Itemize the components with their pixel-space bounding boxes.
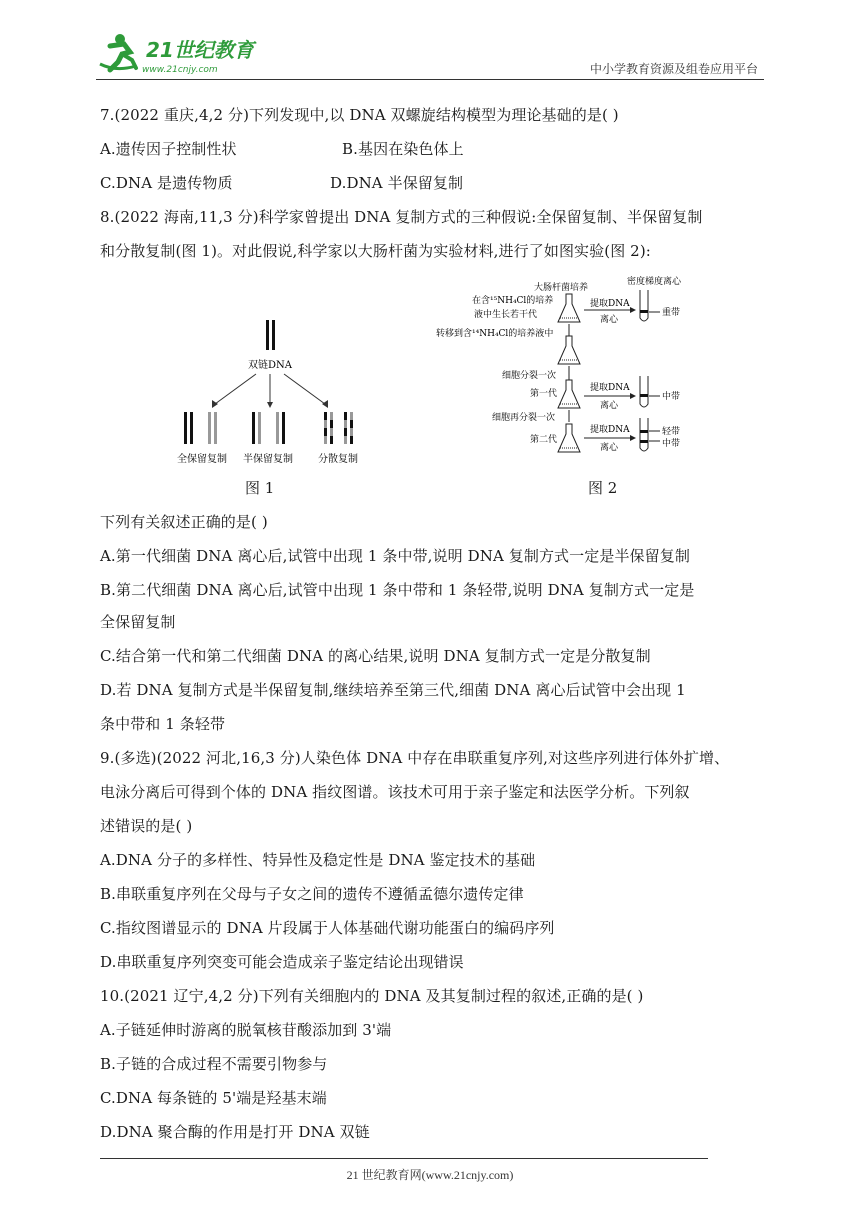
page-footer: 21 世纪教育网(www.21cnjy.com): [346, 1168, 514, 1182]
logo-21cnjy: [96, 30, 266, 76]
figure-1-replication-models: [170, 320, 370, 480]
fig2-extract-2: 提取DNA: [590, 383, 630, 393]
q8-ask: 下列有关叙述正确的是( ): [100, 513, 268, 531]
figure-2-experiment: [436, 272, 712, 472]
fig1-top-label: 双链DNA: [248, 360, 292, 371]
fig2-l3: 在含¹⁵NH₄Cl的培养: [472, 296, 554, 306]
q8-option-d-line2: 条中带和 1 条轻带: [100, 715, 226, 733]
q9-option-d: D.串联重复序列突变可能会造成亲子鉴定结论出现错误: [100, 953, 464, 971]
q8-option-a: A.第一代细菌 DNA 离心后,试管中出现 1 条中带,说明 DNA 复制方式一定是半保留复制: [100, 547, 690, 565]
fig2-centrifuge-2: 离心: [600, 401, 619, 411]
fig2-band-heavy: 重带: [662, 308, 681, 318]
fig2-l1: 大肠杆菌培养: [534, 283, 589, 293]
figure-1-caption: 图 1: [245, 479, 275, 497]
fig2-l7: 第一代: [530, 389, 558, 399]
q8-option-b-line1: B.第二代细菌 DNA 离心后,试管中出现 1 条中带和 1 条轻带,说明 DNA 复制方式一定是: [100, 581, 695, 599]
q9-stem-line2: 电泳分离后可得到个体的 DNA 指纹图谱。该技术可用于亲子鉴定和法医学分析。下列叙: [100, 783, 690, 801]
fig2-l2: 密度梯度离心: [627, 277, 682, 287]
logo-url: www.21cnjy.com: [142, 65, 218, 75]
q10-stem: 10.(2021 辽宁,4,2 分)下列有关细胞内的 DNA 及其复制过程的叙述,正确的是( ): [100, 987, 644, 1005]
fig1-label-dispersive: 分散复制: [318, 454, 358, 465]
q9-stem-line3: 述错误的是( ): [100, 817, 193, 835]
q7-option-d: D.DNA 半保留复制: [330, 174, 464, 192]
fig2-extract-3: 提取DNA: [590, 425, 630, 435]
page-header: [96, 30, 764, 80]
figure-2-caption: 图 2: [588, 479, 618, 497]
fig2-band-mid-2: 中带: [662, 439, 681, 449]
q8-stem-line2: 和分散复制(图 1)。对此假说,科学家以大肠杆菌为实验材料,进行了如图实验(图 2):: [100, 242, 651, 260]
q8-stem-line1: 8.(2022 海南,11,3 分)科学家曾提出 DNA 复制方式的三种假说:全保留复制、半保留复制: [100, 208, 703, 226]
q10-option-c: C.DNA 每条链的 5'端是羟基末端: [100, 1089, 327, 1107]
fig2-centrifuge-3: 离心: [600, 443, 619, 453]
footer-divider: [100, 1158, 708, 1159]
fig2-l8: 细胞再分裂一次: [492, 413, 556, 423]
q10-option-d: D.DNA 聚合酶的作用是打开 DNA 双链: [100, 1123, 370, 1141]
fig2-extract-1: 提取DNA: [590, 299, 630, 309]
fig2-l5: 转移到含¹⁴NH₄Cl的培养液中: [436, 329, 554, 339]
fig1-label-conservative: 全保留复制: [177, 454, 227, 465]
fig2-band-light: 轻带: [662, 427, 681, 437]
q9-option-a: A.DNA 分子的多样性、特异性及稳定性是 DNA 鉴定技术的基础: [100, 851, 536, 869]
runner-icon: [100, 34, 136, 70]
fig2-centrifuge-1: 离心: [600, 315, 619, 325]
fig2-band-mid-1: 中带: [662, 392, 681, 402]
q8-option-c: C.结合第一代和第二代细菌 DNA 的离心结果,说明 DNA 复制方式一定是分散复制: [100, 647, 651, 665]
fig1-label-semiconservative: 半保留复制: [243, 454, 293, 465]
q8-option-d-line1: D.若 DNA 复制方式是半保留复制,继续培养至第三代,细菌 DNA 离心后试管中会出现 1: [100, 681, 686, 699]
q10-option-a: A.子链延伸时游离的脱氧核苷酸添加到 3'端: [100, 1021, 392, 1039]
q10-option-b: B.子链的合成过程不需要引物参与: [100, 1055, 328, 1073]
q9-option-b: B.串联重复序列在父母与子女之间的遗传不遵循孟德尔遗传定律: [100, 885, 524, 903]
q8-option-b-line2: 全保留复制: [100, 613, 176, 631]
logo-text: 21世纪教育: [146, 38, 254, 62]
q7-option-a: A.遗传因子控制性状: [100, 140, 237, 158]
q9-stem-line1: 9.(多选)(2022 河北,16,3 分)人染色体 DNA 中存在串联重复序列,对这些序列进行体外扩增、: [100, 749, 730, 767]
q9-option-c: C.指纹图谱显示的 DNA 片段属于人体基础代谢功能蛋白的编码序列: [100, 919, 555, 937]
fig2-l4: 液中生长若干代: [474, 310, 538, 320]
fig2-l6: 细胞分裂一次: [502, 371, 557, 381]
fig2-l9: 第二代: [530, 435, 558, 445]
q7-option-b: B.基因在染色体上: [342, 140, 464, 158]
platform-name: 中小学教育资源及组卷应用平台: [589, 62, 758, 76]
q7-stem: 7.(2022 重庆,4,2 分)下列发现中,以 DNA 双螺旋结构模型为理论基础的是( ): [100, 106, 619, 124]
q7-option-c: C.DNA 是遗传物质: [100, 174, 233, 192]
